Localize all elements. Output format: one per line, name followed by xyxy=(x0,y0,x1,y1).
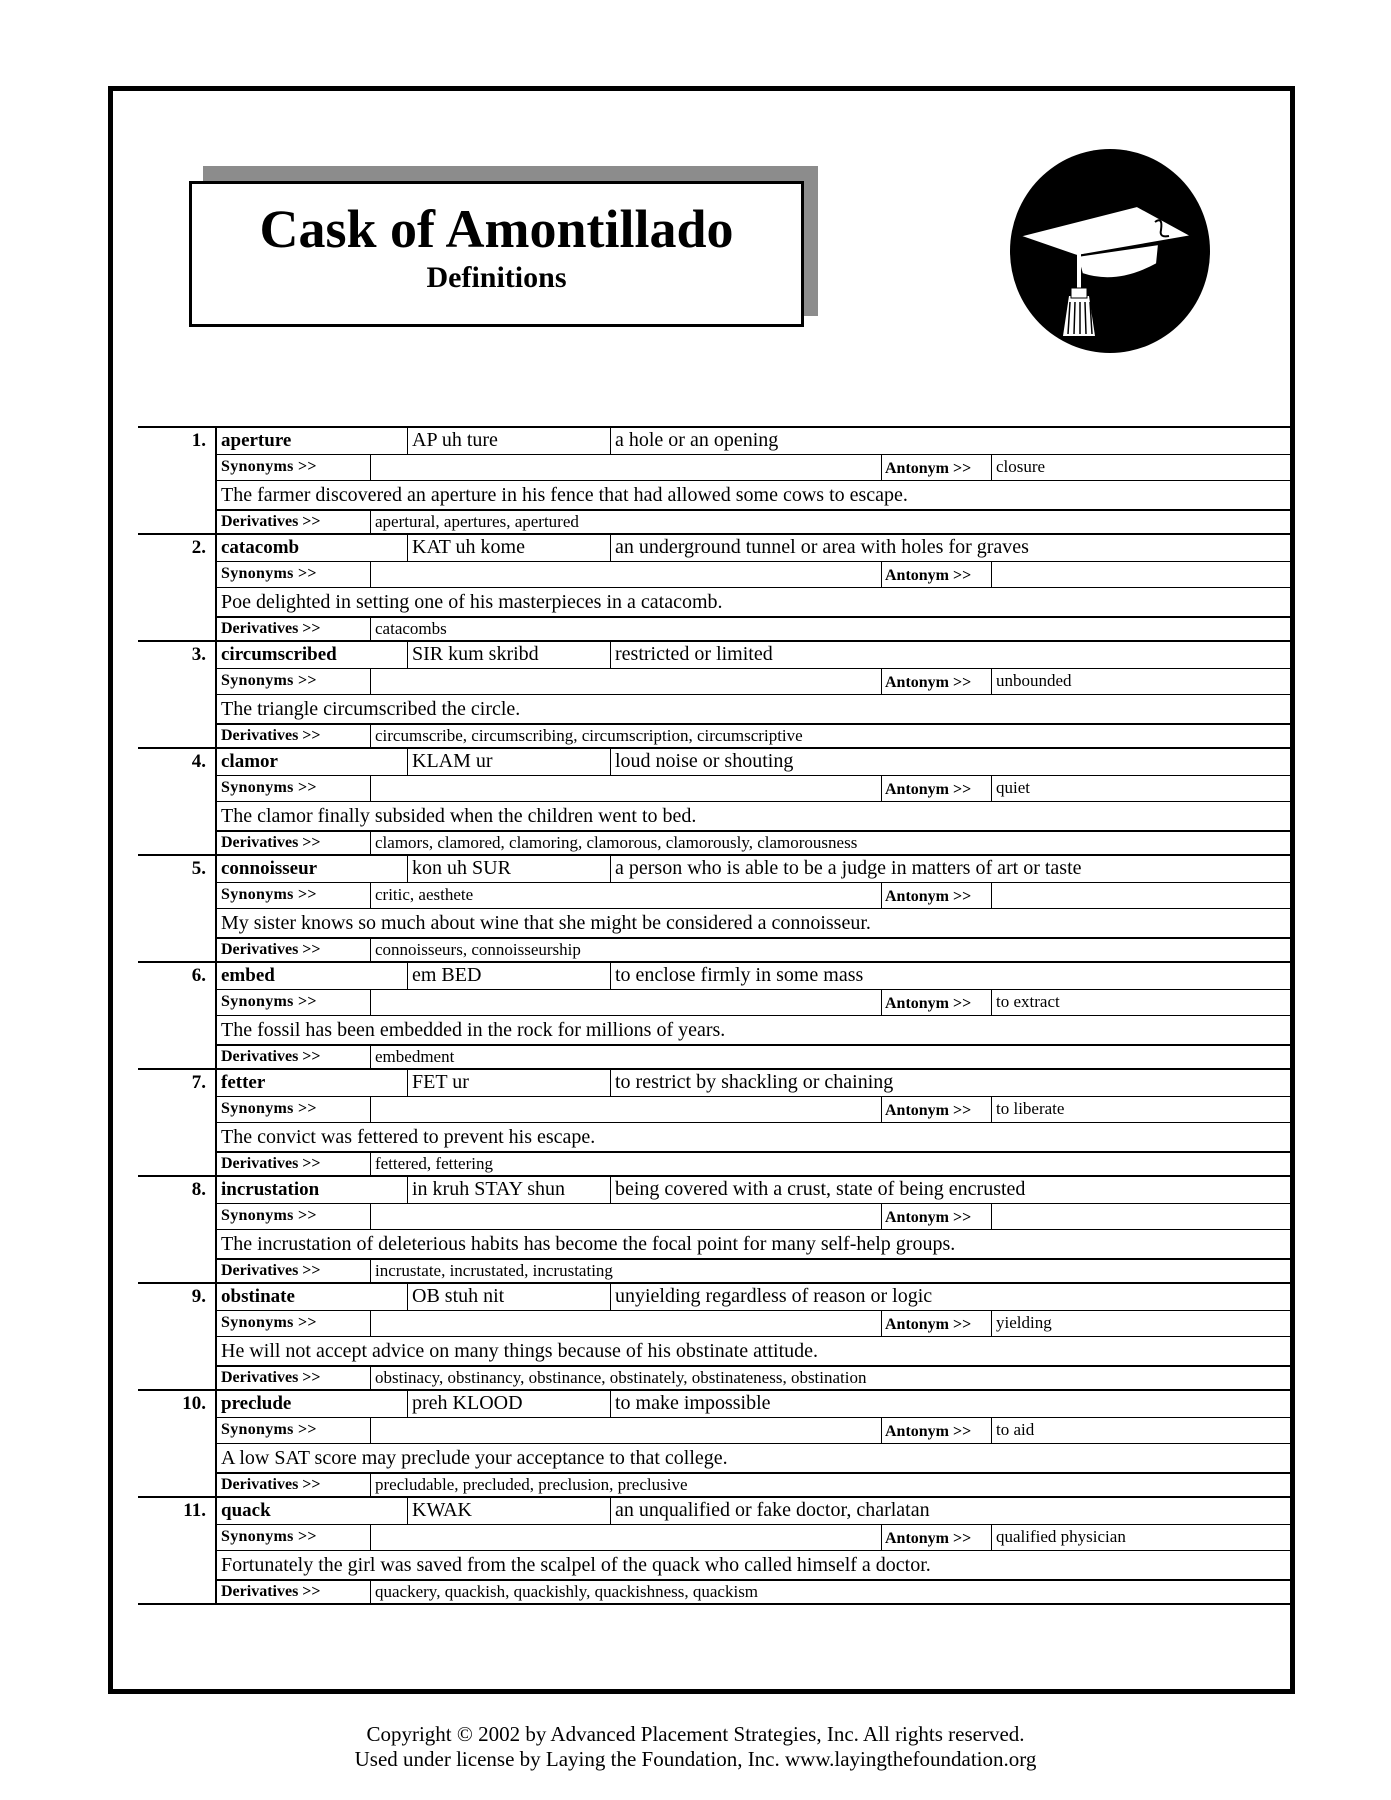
vocab-entry xyxy=(138,426,1292,533)
vocabulary-table xyxy=(138,426,1292,1605)
entry-number: 7. xyxy=(138,1068,215,1175)
entry-synonym-row xyxy=(217,882,1292,908)
entry-sentence-row xyxy=(217,480,1292,509)
entry-sentence-row xyxy=(217,1122,1292,1151)
synonyms-label: Synonyms >> xyxy=(221,993,317,1010)
synonyms-field xyxy=(370,562,881,587)
antonym-label: Antonym >> xyxy=(881,1418,991,1443)
entry-derivatives-row xyxy=(217,1151,1292,1175)
example-sentence: The clamor finally subsided when the children went to bed. xyxy=(221,805,697,827)
entry-synonym-row xyxy=(217,1417,1292,1443)
entry-word: fetter xyxy=(221,1072,266,1093)
entry-sentence-row xyxy=(217,1229,1292,1258)
entry-pronunciation: KWAK xyxy=(407,1498,610,1524)
synonyms-field xyxy=(370,1418,881,1443)
vocab-entry xyxy=(138,1068,1292,1175)
derivatives-field: connoisseurs, connoisseurship xyxy=(370,939,1292,961)
entry-derivatives-row xyxy=(217,723,1292,747)
antonym-field xyxy=(991,1204,1292,1229)
vocab-entry xyxy=(138,1496,1292,1603)
vocab-entry xyxy=(138,640,1292,747)
entry-number: 5. xyxy=(138,854,215,961)
entry-derivatives-row xyxy=(217,1258,1292,1282)
entry-definition: an underground tunnel or area with holes for graves xyxy=(610,535,1292,561)
derivatives-label: Derivatives >> xyxy=(221,1262,321,1279)
entry-derivatives-row xyxy=(217,616,1292,640)
entry-derivatives-row xyxy=(217,937,1292,961)
entry-definition: being covered with a crust, state of being encrusted xyxy=(610,1177,1292,1203)
entry-derivatives-row xyxy=(217,1365,1292,1389)
vocab-entry xyxy=(138,1175,1292,1282)
entry-word: obstinate xyxy=(221,1286,295,1307)
example-sentence: The incrustation of deleterious habits has become the focal point for many self-help groups. xyxy=(221,1233,956,1255)
entry-synonym-row xyxy=(217,1203,1292,1229)
entry-header-row xyxy=(217,747,1292,775)
entry-definition: to make impossible xyxy=(610,1391,1292,1417)
antonym-field: to liberate xyxy=(991,1097,1292,1122)
antonym-label: Antonym >> xyxy=(881,1097,991,1122)
antonym-label: Antonym >> xyxy=(881,990,991,1015)
entry-body xyxy=(215,1282,1292,1389)
entry-pronunciation: AP uh ture xyxy=(407,428,610,454)
vocab-entry xyxy=(138,747,1292,854)
entry-synonym-row xyxy=(217,1096,1292,1122)
entry-definition: loud noise or shouting xyxy=(610,749,1292,775)
entry-synonym-row xyxy=(217,1310,1292,1336)
entry-pronunciation: KLAM ur xyxy=(407,749,610,775)
derivatives-label: Derivatives >> xyxy=(221,1369,321,1386)
entry-sentence-row xyxy=(217,801,1292,830)
vocab-entry xyxy=(138,1282,1292,1389)
derivatives-label: Derivatives >> xyxy=(221,834,321,851)
synonyms-field xyxy=(370,1204,881,1229)
antonym-label: Antonym >> xyxy=(881,883,991,908)
entry-header-row xyxy=(217,533,1292,561)
antonym-field: closure xyxy=(991,455,1292,480)
entry-pronunciation: FET ur xyxy=(407,1070,610,1096)
entry-derivatives-row xyxy=(217,509,1292,533)
entry-word: circumscribed xyxy=(221,644,337,665)
entry-body xyxy=(215,961,1292,1068)
entry-word: aperture xyxy=(221,430,292,451)
derivatives-field: obstinacy, obstinancy, obstinance, obstinately, obstinateness, obstination xyxy=(370,1367,1292,1389)
vocab-entry xyxy=(138,854,1292,961)
antonym-label: Antonym >> xyxy=(881,1525,991,1550)
antonym-field: to aid xyxy=(991,1418,1292,1443)
derivatives-field: apertural, apertures, apertured xyxy=(370,511,1292,533)
example-sentence: Poe delighted in setting one of his masterpieces in a catacomb. xyxy=(221,591,723,613)
antonym-label: Antonym >> xyxy=(881,562,991,587)
entry-header-row xyxy=(217,961,1292,989)
example-sentence: My sister knows so much about wine that she might be considered a connoisseur. xyxy=(221,912,871,934)
entry-body xyxy=(215,854,1292,961)
page-subtitle: Definitions xyxy=(426,261,567,295)
entry-synonym-row xyxy=(217,989,1292,1015)
entry-header-row xyxy=(217,854,1292,882)
antonym-label: Antonym >> xyxy=(881,776,991,801)
entry-header-row xyxy=(217,1175,1292,1203)
synonyms-field xyxy=(370,669,881,694)
synonyms-label: Synonyms >> xyxy=(221,779,317,796)
antonym-field xyxy=(991,883,1292,908)
synonyms-field xyxy=(370,1097,881,1122)
synonyms-label: Synonyms >> xyxy=(221,1314,317,1331)
derivatives-field: catacombs xyxy=(370,618,1292,640)
antonym-field: quiet xyxy=(991,776,1292,801)
antonym-field: to extract xyxy=(991,990,1292,1015)
synonyms-label: Synonyms >> xyxy=(221,1207,317,1224)
antonym-field: unbounded xyxy=(991,669,1292,694)
entry-word: preclude xyxy=(221,1393,292,1414)
synonyms-field xyxy=(370,455,881,480)
synonyms-label: Synonyms >> xyxy=(221,565,317,582)
example-sentence: Fortunately the girl was saved from the scalpel of the quack who called himself a doctor. xyxy=(221,1554,931,1576)
entry-synonym-row xyxy=(217,775,1292,801)
page-title: Cask of Amontillado xyxy=(259,199,734,259)
derivatives-field: clamors, clamored, clamoring, clamorous, clamorously, clamorousness xyxy=(370,832,1292,854)
derivatives-label: Derivatives >> xyxy=(221,1476,321,1493)
derivatives-label: Derivatives >> xyxy=(221,941,321,958)
entry-definition: to restrict by shackling or chaining xyxy=(610,1070,1292,1096)
entry-header-row xyxy=(217,1068,1292,1096)
entry-derivatives-row xyxy=(217,1472,1292,1496)
entry-word: connoisseur xyxy=(221,858,318,879)
antonym-field: qualified physician xyxy=(991,1525,1292,1550)
entry-sentence-row xyxy=(217,908,1292,937)
license-line: Used under license by Laying the Foundation, Inc. www.layingthefoundation.org xyxy=(354,1747,1037,1771)
entry-pronunciation: KAT uh kome xyxy=(407,535,610,561)
example-sentence: He will not accept advice on many things because of his obstinate attitude. xyxy=(221,1340,819,1362)
entry-header-row xyxy=(217,1496,1292,1524)
entry-number: 1. xyxy=(138,426,215,533)
entry-word: clamor xyxy=(221,751,278,772)
entry-number: 11. xyxy=(138,1496,215,1603)
derivatives-label: Derivatives >> xyxy=(221,620,321,637)
entry-sentence-row xyxy=(217,1443,1292,1472)
entry-body xyxy=(215,1389,1292,1496)
entry-sentence-row xyxy=(217,1550,1292,1579)
entry-pronunciation: OB stuh nit xyxy=(407,1284,610,1310)
entry-body xyxy=(215,426,1292,533)
entry-sentence-row xyxy=(217,694,1292,723)
derivatives-field: precludable, precluded, preclusion, preclusive xyxy=(370,1474,1292,1496)
entry-synonym-row xyxy=(217,668,1292,694)
derivatives-label: Derivatives >> xyxy=(221,513,321,530)
entry-pronunciation: SIR kum skribd xyxy=(407,642,610,668)
example-sentence: The fossil has been embedded in the rock for millions of years. xyxy=(221,1019,726,1041)
entry-header-row xyxy=(217,1389,1292,1417)
entry-derivatives-row xyxy=(217,830,1292,854)
synonyms-field xyxy=(370,1311,881,1336)
entry-word: catacomb xyxy=(221,537,300,558)
entry-synonym-row xyxy=(217,454,1292,480)
antonym-label: Antonym >> xyxy=(881,1311,991,1336)
example-sentence: A low SAT score may preclude your acceptance to that college. xyxy=(221,1447,728,1469)
derivatives-field: embedment xyxy=(370,1046,1292,1068)
entry-sentence-row xyxy=(217,1336,1292,1365)
derivatives-label: Derivatives >> xyxy=(221,1583,321,1600)
derivatives-field: circumscribe, circumscribing, circumscription, circumscriptive xyxy=(370,725,1292,747)
derivatives-field: quackery, quackish, quackishly, quackishness, quackism xyxy=(370,1581,1292,1603)
entry-number: 8. xyxy=(138,1175,215,1282)
entry-body xyxy=(215,1175,1292,1282)
synonyms-field xyxy=(370,776,881,801)
entry-sentence-row xyxy=(217,1015,1292,1044)
derivatives-label: Derivatives >> xyxy=(221,727,321,744)
vocab-entry xyxy=(138,961,1292,1068)
synonyms-label: Synonyms >> xyxy=(221,672,317,689)
entry-body xyxy=(215,747,1292,854)
synonyms-field xyxy=(370,1525,881,1550)
derivatives-field: fettered, fettering xyxy=(370,1153,1292,1175)
entry-body xyxy=(215,640,1292,747)
entry-synonym-row xyxy=(217,1524,1292,1550)
footer xyxy=(0,1722,1391,1772)
derivatives-label: Derivatives >> xyxy=(221,1048,321,1065)
antonym-field: yielding xyxy=(991,1311,1292,1336)
entry-pronunciation: kon uh SUR xyxy=(407,856,610,882)
antonym-label: Antonym >> xyxy=(881,669,991,694)
derivatives-field: incrustate, incrustated, incrustating xyxy=(370,1260,1292,1282)
entry-body xyxy=(215,1496,1292,1603)
entry-body xyxy=(215,1068,1292,1175)
entry-definition: a hole or an opening xyxy=(610,428,1292,454)
vocab-entry xyxy=(138,1389,1292,1496)
table-bottom-rule xyxy=(138,1603,1292,1605)
example-sentence: The convict was fettered to prevent his escape. xyxy=(221,1126,596,1148)
entry-number: 6. xyxy=(138,961,215,1068)
entry-derivatives-row xyxy=(217,1044,1292,1068)
entry-number: 2. xyxy=(138,533,215,640)
antonym-label: Antonym >> xyxy=(881,455,991,480)
antonym-label: Antonym >> xyxy=(881,1204,991,1229)
entry-number: 3. xyxy=(138,640,215,747)
entry-body xyxy=(215,533,1292,640)
entry-word: incrustation xyxy=(221,1179,320,1200)
example-sentence: The farmer discovered an aperture in his fence that had allowed some cows to escape. xyxy=(221,484,908,506)
entry-header-row xyxy=(217,426,1292,454)
entry-word: embed xyxy=(221,965,275,986)
vocab-entry xyxy=(138,533,1292,640)
entry-pronunciation: in kruh STAY shun xyxy=(407,1177,610,1203)
synonyms-label: Synonyms >> xyxy=(221,1100,317,1117)
entry-definition: to enclose firmly in some mass xyxy=(610,963,1292,989)
synonyms-label: Synonyms >> xyxy=(221,458,317,475)
example-sentence: The triangle circumscribed the circle. xyxy=(221,698,521,720)
title-box xyxy=(189,181,804,327)
entry-derivatives-row xyxy=(217,1579,1292,1603)
entry-number: 10. xyxy=(138,1389,215,1496)
entry-number: 4. xyxy=(138,747,215,854)
entry-pronunciation: preh KLOOD xyxy=(407,1391,610,1417)
entry-number: 9. xyxy=(138,1282,215,1389)
entry-header-row xyxy=(217,1282,1292,1310)
synonyms-label: Synonyms >> xyxy=(221,1528,317,1545)
copyright-line: Copyright © 2002 by Advanced Placement Strategies, Inc. All rights reserved. xyxy=(366,1722,1025,1746)
entry-definition: unyielding regardless of reason or logic xyxy=(610,1284,1292,1310)
entry-word: quack xyxy=(221,1500,271,1521)
entry-definition: restricted or limited xyxy=(610,642,1292,668)
entry-definition: an unqualified or fake doctor, charlatan xyxy=(610,1498,1292,1524)
antonym-field xyxy=(991,562,1292,587)
entry-synonym-row xyxy=(217,561,1292,587)
entry-header-row xyxy=(217,640,1292,668)
graduation-cap-icon xyxy=(1007,146,1213,356)
entry-definition: a person who is able to be a judge in matters of art or taste xyxy=(610,856,1292,882)
synonyms-label: Synonyms >> xyxy=(221,886,317,903)
synonyms-label: Synonyms >> xyxy=(221,1421,317,1438)
entry-pronunciation: em BED xyxy=(407,963,610,989)
derivatives-label: Derivatives >> xyxy=(221,1155,321,1172)
entry-sentence-row xyxy=(217,587,1292,616)
synonyms-field xyxy=(370,990,881,1015)
synonyms-field: critic, aesthete xyxy=(370,883,881,908)
